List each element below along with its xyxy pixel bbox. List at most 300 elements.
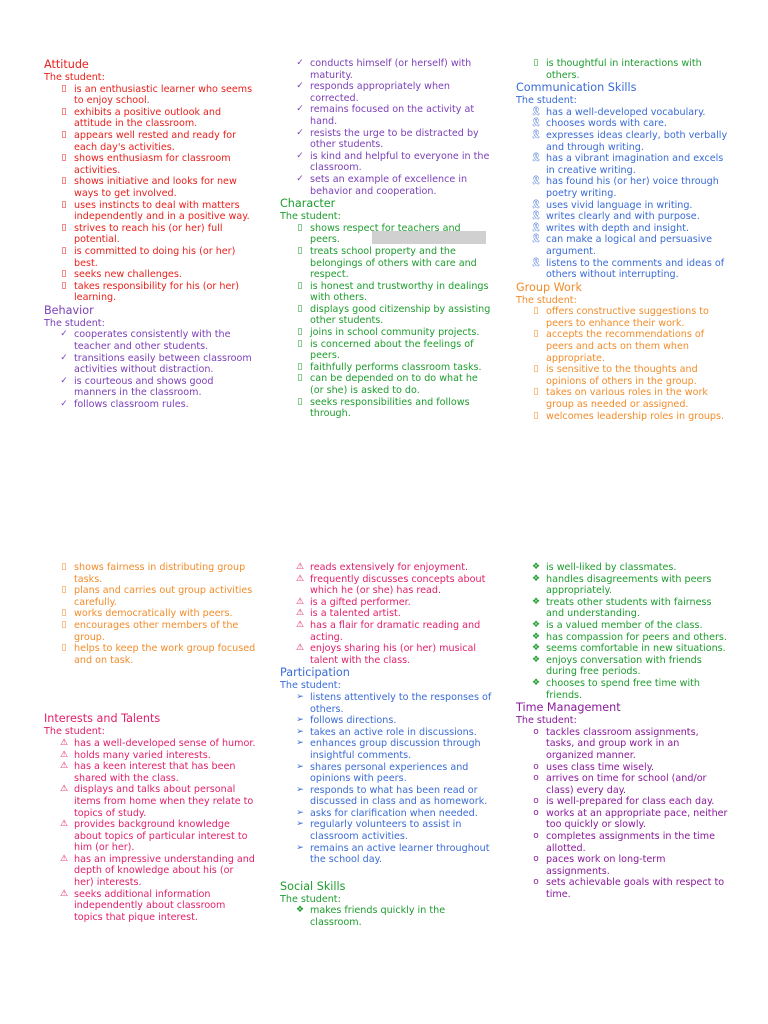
list-item [296,127,492,151]
list-item [61,129,256,153]
bullet-icon: ❖ [295,905,305,916]
list-item [530,211,728,223]
list-item [533,773,728,796]
column-3-bottom [516,562,728,901]
list-item [59,819,256,854]
list-item [533,877,728,901]
list-item [530,129,728,153]
bullet-icon: ▯ [533,387,539,398]
social-student-label: The student: [280,893,341,905]
bullet-icon: ➢ [296,726,304,737]
bullet-icon: o [533,854,539,865]
list-item-text: has a keen interest that has been shared with the class. [74,761,236,784]
bullet-icon: ❖ [531,562,541,572]
bullet-icon: ❖ [531,619,541,630]
bullet-icon: o [533,761,539,772]
list-item [531,654,728,678]
list-item [531,643,728,655]
bullet-icon: 🎗 [530,222,542,233]
list-item [533,831,728,854]
list-item-text: has a flair for dramatic reading and acting. [310,619,481,643]
bullet-icon: ⚠ [295,562,305,572]
list-item [297,373,492,397]
list-item [533,854,728,877]
list-item-text: writes with depth and insight. [546,222,690,234]
list-item [530,222,728,235]
behavior-list-cont [280,58,492,197]
list-item-text: seeks additional information independently about classroom topics that pique interest. [74,888,226,923]
list-item [60,352,256,376]
bullet-icon: ✓ [60,352,68,363]
attitude-heading: Attitude [44,58,89,71]
bullet-icon: ▯ [297,373,303,384]
social-list-cont [516,562,728,701]
list-item [61,245,256,269]
list-item [61,280,256,304]
list-item-text: regularly volunteers to assist in classroom activities. [310,819,462,843]
list-item [530,118,728,130]
bullet-icon: ⚠ [295,619,305,630]
bullet-icon: ⚠ [59,819,69,830]
list-item [61,222,256,246]
list-item [296,784,492,808]
list-item-text: welcomes leadership roles in groups. [546,410,725,422]
bullet-icon: ▯ [61,280,67,291]
bullet-icon: ❖ [531,654,541,665]
list-item-text: is concerned about the feelings of peers. [310,338,474,362]
bullet-icon: ⚠ [59,784,69,795]
bullet-icon: ▯ [61,608,67,619]
list-item [59,888,256,924]
list-item-text: displays good citizenship by assisting other students. [310,303,491,327]
list-item [531,596,728,620]
list-item-text: responds to what has been read or discussed in class and as homework. [310,784,488,808]
bullet-icon: ▯ [297,361,303,372]
list-item-text: can make a logical and persuasive argument. [546,234,712,257]
list-item-text: uses vivid language in writing. [546,199,693,211]
bullet-icon: ▯ [61,643,67,654]
list-item [59,784,256,819]
bullet-icon: ✓ [60,399,68,410]
list-item [530,176,728,199]
list-item [59,761,256,784]
bullet-icon: ✓ [296,127,304,138]
list-item-text: is sensitive to the thoughts and opinions of others in the group. [546,364,698,387]
list-item-text: enjoys sharing his (or her) musical talent with the class. [310,643,477,666]
list-item [296,150,492,174]
list-item [297,222,492,246]
list-item [61,199,256,223]
list-item [296,726,492,739]
bullet-icon: ➢ [296,784,304,795]
list-item [530,234,728,257]
bullet-icon: ▯ [297,327,303,338]
bullet-icon: ▯ [533,306,539,317]
list-item [61,643,256,666]
communication-heading: Communication Skills [516,81,637,95]
list-item [61,585,256,608]
list-item [297,303,492,327]
list-item [533,364,728,387]
list-item-text: has a well-developed sense of humor. [74,737,256,749]
list-item-text: provides background knowledge about topics of particular interest to him (or her). [74,819,248,854]
list-item [530,153,728,176]
interests-list [44,738,256,924]
list-item [61,619,256,643]
list-item [61,106,256,130]
list-item-text: completes assignments in the time allotted. [546,831,715,854]
list-item [61,83,256,107]
group-work-list [516,306,728,422]
bullet-icon: ▯ [61,269,67,280]
list-item-text: plans and carries out group activities carefully. [74,585,253,608]
list-item [533,329,728,364]
list-item [295,905,492,929]
list-item [295,596,492,609]
list-item [295,619,492,643]
bullet-icon: ▯ [61,176,67,187]
bullet-icon: ✓ [296,81,304,92]
bullet-icon: ▯ [533,410,539,421]
bullet-icon: ▯ [533,364,539,375]
list-item [60,329,256,353]
list-item-text: paces work on long-term assignments. [546,854,666,877]
bullet-icon: ✓ [60,375,68,386]
list-item [60,399,256,411]
column-3-top [516,58,728,422]
list-item-text: handles disagreements with peers appropriately. [546,573,712,597]
bullet-icon: ▯ [297,280,303,291]
list-item-text: cooperates consistently with the teacher and other students. [74,329,231,353]
list-item-text: encourages other members of the group. [74,619,239,643]
bullet-icon: ▯ [61,222,67,233]
list-item [530,199,728,212]
list-item-text: chooses words with care. [546,118,667,130]
bullet-icon: ❖ [531,596,541,607]
list-item [296,842,492,866]
bullet-icon: o [533,807,539,818]
communication-list [516,107,728,281]
list-item-text: uses instincts to deal with matters independently and in a positive way. [74,199,250,223]
list-item-text: is courteous and shows good manners in the classroom. [74,375,214,399]
list-item [533,726,728,762]
time-list [516,727,728,901]
bullet-icon: 🎗 [530,176,542,187]
participation-list [280,692,492,866]
bullet-icon: ▯ [297,338,303,349]
list-item [533,387,728,411]
bullet-icon: ⚠ [59,853,69,864]
column-2-bottom [280,562,492,929]
bullet-icon: ⚠ [295,643,305,654]
list-item-text: enhances group discussion through insightful comments. [310,738,481,761]
bullet-icon: ▯ [297,222,303,233]
list-item-text: listens attentively to the responses of others. [310,691,492,715]
bullet-icon: 🎗 [530,234,542,245]
bullet-icon: ➢ [296,842,304,853]
bullet-icon: 🎗 [530,153,542,164]
list-item [533,807,728,831]
list-item-text: is committed to doing his (or her) best. [74,245,236,269]
bullet-icon: o [533,796,539,807]
list-item-text: seeks responsibilities and follows through. [310,396,470,420]
character-student-label: The student: [280,211,341,223]
list-item-text: shows initiative and looks for new ways to get involved. [74,176,237,199]
list-item-text: remains an active learner throughout the school day. [310,842,490,866]
bullet-icon: ⚠ [59,749,69,760]
interests-list-cont [280,562,492,666]
bullet-icon: ➢ [296,715,304,726]
list-item-text: enjoys conversation with friends during free periods. [546,654,702,678]
list-item-text: faithfully performs classroom tasks. [310,361,482,373]
interests-heading: Interests and Talents [44,712,161,726]
column-1-bottom [44,562,256,923]
list-item [59,737,256,750]
bullet-icon: ▯ [533,58,539,68]
participation-student-label: The student: [280,680,341,692]
bullet-icon: o [533,726,539,737]
bullet-icon: ❖ [531,631,541,642]
bullet-icon: o [533,831,539,842]
list-item-text: reads extensively for enjoyment. [310,562,469,573]
bullet-icon: ➢ [296,807,304,818]
list-item-text: strives to reach his (or her) full potential. [74,222,223,246]
list-item [531,631,728,644]
list-item-text: is honest and trustworthy in dealings with others. [310,280,489,304]
bullet-icon: 🎗 [530,199,542,210]
list-item-text: has a vibrant imagination and excels in creative writing. [546,153,724,176]
list-item-text: works at an appropriate pace, neither too quickly or slowly. [546,807,728,831]
list-item-text: displays and talks about personal items from home when they relate to topics of study. [74,784,254,819]
bullet-icon: ⚠ [295,608,305,619]
list-item-text: is an enthusiastic learner who seems to enjoy school. [74,83,253,107]
bullet-icon: ⚠ [295,573,305,584]
list-item-text: offers constructive suggestions to peers to enhance their work. [546,306,709,329]
list-item [296,58,492,81]
list-item [297,396,492,420]
list-item [60,375,256,399]
list-item-text: can be depended on to do what he (or she) is asked to do. [310,373,478,397]
bullet-icon: ✓ [296,150,304,161]
attitude-list [44,84,256,304]
list-item [297,338,492,362]
list-item [531,619,728,632]
list-item-text: has found his (or her) voice through poetry writing. [546,176,719,199]
bullet-icon: 🎗 [530,257,542,268]
time-heading: Time Management [516,701,621,715]
group-work-student-label: The student: [516,294,577,306]
bullet-icon: ▯ [61,585,67,596]
list-item [533,796,728,808]
list-item-text: exhibits a positive outlook and attitude in the classroom. [74,106,222,130]
list-item-text: arrives on time for school (and/or class) every day. [546,773,707,796]
list-item-text: has compassion for peers and others. [546,631,727,643]
list-item-text: uses class time wisely. [546,761,655,773]
list-item [531,562,728,574]
list-item [296,761,492,785]
participation-heading: Participation [280,666,350,680]
list-item-text: asks for clarification when needed. [310,807,478,819]
list-item-text: shows enthusiasm for classroom activities. [74,153,231,176]
list-item [296,81,492,104]
list-item-text: takes an active role in discussions. [310,726,477,738]
list-item-text: chooses to spend free time with friends. [546,677,700,701]
character-list [280,223,492,420]
list-item-text: responds appropriately when corrected. [310,81,451,104]
behavior-student-label: The student: [44,317,105,329]
list-item [295,643,492,666]
bullet-icon: ✓ [296,173,304,184]
list-item [295,608,492,620]
bullet-icon: 🎗 [530,106,542,117]
bullet-icon: ⚠ [59,737,69,748]
behavior-list [44,329,256,410]
character-heading: Character [280,197,336,211]
interests-student-label: The student: [44,726,105,738]
list-item [59,749,256,762]
list-item-text: follows directions. [310,715,397,727]
list-item-text: works democratically with peers. [74,608,233,620]
list-item-text: shows respect for teachers and peers. [310,222,461,246]
bullet-icon: ✓ [296,104,304,115]
list-item [297,361,492,374]
column-2-top [280,58,492,420]
list-item [531,573,728,597]
bullet-icon: ▯ [61,245,67,256]
attitude-student-label: The student: [44,72,105,83]
bullet-icon: ▯ [61,199,67,210]
bullet-icon: 🎗 [530,211,542,222]
time-student-label: The student: [516,715,577,727]
list-item [296,807,492,820]
list-item [297,245,492,281]
bullet-icon: ▯ [533,329,539,340]
list-item-text: writes clearly and with purpose. [546,211,700,223]
bullet-icon: ➢ [296,819,304,830]
list-item-text: tackles classroom assignments, tasks, and group work in an organized manner. [546,726,699,761]
list-item-text: takes responsibility for his (or her) learning. [74,280,240,304]
list-item [296,104,492,127]
behavior-heading: Behavior [44,303,94,317]
list-item [59,853,256,889]
list-item [296,819,492,843]
list-item-text: helps to keep the work group focused and on task. [74,643,256,666]
bullet-icon: ❖ [531,573,541,584]
list-item-text: is kind and helpful to everyone in the classroom. [310,150,490,174]
bullet-icon: 🎗 [530,129,542,140]
list-item-text: has an impressive understanding and depth of knowledge about his (or her) interests. [74,853,255,889]
list-item [297,327,492,339]
list-item [533,306,728,329]
list-item-text: is well-liked by classmates. [546,562,677,573]
list-item-text: shares personal experiences and opinions with peers. [310,761,469,785]
list-item-text: expresses ideas clearly, both verbally and through writing. [546,129,728,153]
list-item-text: holds many varied interests. [74,749,211,761]
list-item [61,153,256,176]
list-item [533,761,728,774]
list-item [297,280,492,304]
bullet-icon: ▯ [61,562,67,572]
list-item-text: treats school property and the belongings of others with care and respect. [310,245,477,281]
list-item-text: listens to the comments and ideas of others without interrupting. [546,257,725,281]
list-item [530,106,728,119]
bullet-icon: ✓ [296,58,304,68]
list-item-text: seeks new challenges. [74,269,182,281]
list-item [296,691,492,715]
list-item-text: sets achievable goals with respect to time. [546,877,725,901]
list-item-text: is well-prepared for class each day. [546,796,715,808]
bullet-icon: ⚠ [295,596,305,607]
list-item-text: is a valued member of the class. [546,619,703,631]
list-item-text: transitions easily between classroom activities without distraction. [74,352,252,376]
list-item-text: has a well-developed vocabulary. [546,106,706,118]
list-item-text: follows classroom rules. [74,399,189,411]
bullet-icon: ➢ [296,738,304,749]
list-item [533,410,728,423]
bullet-icon: ▯ [297,303,303,314]
bullet-icon: ⚠ [59,761,69,772]
list-item-text: makes friends quickly in the classroom. [310,905,446,929]
bullet-icon: ▯ [61,129,67,140]
list-item-text: is thoughtful in interactions with others. [546,58,702,81]
list-item-text: resists the urge to be distracted by other students. [310,127,479,151]
list-item-text: shows fairness in distributing group tasks. [74,562,246,585]
bullet-icon: ▯ [297,245,303,256]
list-item-text: sets an example of excellence in behavior and cooperation. [310,173,468,197]
bullet-icon: ▯ [61,153,67,164]
list-item [296,173,492,197]
list-item-text: takes on various roles in the work group as needed or assigned. [546,387,708,411]
list-item-text: is a talented artist. [310,608,401,620]
list-item [61,269,256,281]
list-item [61,562,256,585]
list-item [295,562,492,574]
bullet-icon: 🎗 [530,118,542,129]
list-item-text: conducts himself (or herself) with maturity. [310,58,472,81]
bullet-icon: ✓ [60,329,68,340]
communication-student-label: The student: [516,95,577,107]
bullet-icon: ➢ [296,761,304,772]
bullet-icon: ➢ [296,691,304,702]
bullet-icon: ▯ [297,396,303,407]
list-item-text: frequently discusses concepts about which he (or she) has read. [310,573,486,597]
list-item-text: accepts the recommendations of peers and acts on them when appropriate. [546,329,705,364]
bullet-icon: ❖ [531,677,541,688]
list-item [530,257,728,281]
list-item [296,738,492,761]
list-item-text: treats other students with fairness and understanding. [546,596,712,620]
bullet-icon: ❖ [531,643,541,654]
group-work-heading: Group Work [516,280,582,294]
bullet-icon: ⚠ [59,888,69,899]
list-item [61,176,256,199]
social-list [280,905,492,928]
list-item-text: is a gifted performer. [310,596,411,608]
bullet-icon: ▯ [61,106,67,117]
bullet-icon: ▯ [61,619,67,630]
list-item [531,677,728,701]
list-item-text: seems comfortable in new situations. [546,643,726,655]
list-item-text: joins in school community projects. [310,327,480,339]
list-item [533,58,728,81]
list-item [61,608,256,620]
list-item [296,715,492,727]
bullet-icon: o [533,877,539,888]
list-item-text: remains focused on the activity at hand. [310,104,475,127]
group-work-list-cont [44,562,256,666]
character-list-cont [516,58,728,81]
social-heading: Social Skills [280,879,346,893]
